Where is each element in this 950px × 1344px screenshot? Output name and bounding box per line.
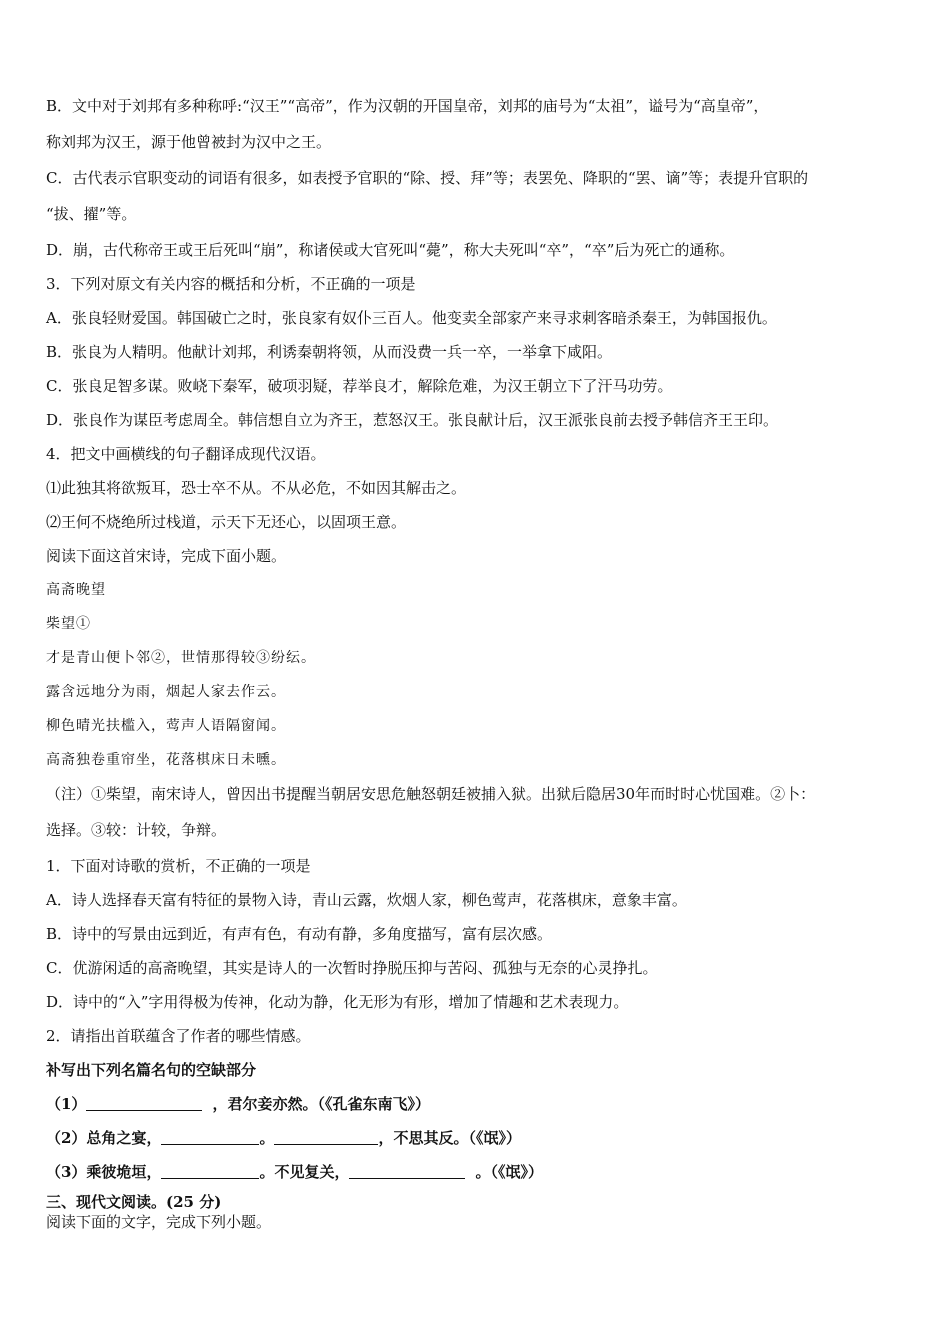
fill-blank-3b[interactable] bbox=[349, 1164, 465, 1179]
fill-item-2-prefix: （2）总角之宴， bbox=[46, 1129, 162, 1147]
q3-stem: 3．下列对原文有关内容的概括和分析，不正确的一项是 bbox=[46, 275, 416, 293]
fill-item-1-prefix: （1） bbox=[46, 1095, 87, 1113]
poem-q1-option-d: D．诗中的“入”字用得极为传神，化动为静，化无形为有形，增加了情趣和艺术表现力。 bbox=[46, 993, 629, 1011]
fill-item-2-suffix: ，不思其反。（《氓》） bbox=[378, 1129, 521, 1147]
q2-option-c-line1: C．古代表示官职变动的词语有很多，如表授予官职的“除、授、拜”等；表罢免、降职的“罢、谪”等；表提升官职的 bbox=[46, 169, 809, 187]
fill-item-2 bbox=[46, 1128, 908, 1148]
q2-option-b-line2: 称刘邦为汉王，源于他曾被封为汉中之王。 bbox=[46, 133, 332, 151]
q2-option-c-line2: “拔、擢”等。 bbox=[46, 205, 137, 223]
poem-author: 柴望① bbox=[46, 616, 91, 632]
section3-intro: 阅读下面的文字，完成下列小题。 bbox=[46, 1213, 272, 1231]
q2-option-b-line1: B．文中对于刘邦有多种称呼:“汉王”“高帝”，作为汉朝的开国皇帝，刘邦的庙号为“太祖”，谥号为“高皇帝”， bbox=[46, 97, 769, 115]
q4-sentence-2: ⑵王何不烧绝所过栈道，示天下无还心，以固项王意。 bbox=[46, 513, 407, 531]
fill-item-3-mid: 。不见复关， bbox=[259, 1163, 350, 1181]
q3-option-c: C．张良足智多谋。败峣下秦军，破项羽疑，荐举良才，解除危难，为汉王朝立下了汗马功劳。 bbox=[46, 377, 673, 395]
fill-blank-3a[interactable] bbox=[161, 1164, 259, 1179]
poem-q1-option-a: A．诗人选择春天富有特征的景物入诗，青山云露，炊烟人家，柳色莺声，花落棋床，意象丰富。 bbox=[46, 891, 687, 909]
fill-item-1-suffix: ，君尔妾亦然。（《孔雀东南飞》） bbox=[212, 1095, 430, 1113]
document-page bbox=[46, 96, 908, 1232]
fill-blank-1[interactable] bbox=[86, 1096, 202, 1111]
fill-item-3-suffix: 。（《氓》） bbox=[475, 1163, 543, 1181]
poem-q2-stem: 2．请指出首联蕴含了作者的哪些情感。 bbox=[46, 1027, 311, 1045]
fill-item-2-mid: 。 bbox=[259, 1129, 275, 1147]
poem-note-line1: （注）①柴望，南宋诗人，曾因出书提醒当朝居安思危触怒朝廷被捕入狱。出狱后隐居30年而时时心忧国难。②卜： bbox=[46, 785, 816, 803]
q3-option-b: B．张良为人精明。他献计刘邦，利诱秦朝将领，从而没费一兵一卒，一举拿下咸阳。 bbox=[46, 343, 613, 361]
fill-item-1 bbox=[46, 1094, 908, 1114]
fill-heading: 补写出下列名篇名句的空缺部分 bbox=[46, 1061, 257, 1079]
q3-option-d: D．张良作为谋臣考虑周全。韩信想自立为齐王，惹怒汉王。张良献计后，汉王派张良前去授予韩信齐王王印。 bbox=[46, 411, 779, 429]
fill-item-3-prefix: （3）乘彼垝垣， bbox=[46, 1163, 162, 1181]
poem-line-2: 露含远地分为雨，烟起人家去作云。 bbox=[46, 684, 286, 700]
q4-stem: 4．把文中画横线的句子翻译成现代汉语。 bbox=[46, 445, 326, 463]
poem-q1-option-b: B．诗中的写景由远到近，有声有色，有动有静，多角度描写，富有层次感。 bbox=[46, 925, 553, 943]
fill-blank-2b[interactable] bbox=[274, 1130, 378, 1145]
q4-sentence-1: ⑴此独其将欲叛耳，恐士卒不从。不从必危，不如因其解击之。 bbox=[46, 479, 467, 497]
poem-note-line2: 选择。③较：计较，争辩。 bbox=[46, 821, 227, 839]
fill-blank-2a[interactable] bbox=[161, 1130, 259, 1145]
poem-q1-stem: 1．下面对诗歌的赏析，不正确的一项是 bbox=[46, 857, 311, 875]
q2-option-d: D．崩，古代称帝王或王后死叫“崩”，称诸侯或大官死叫“薨”，称大夫死叫“卒”，“卒”后为死亡的通称。 bbox=[46, 241, 735, 259]
poem-title: 高斋晚望 bbox=[46, 582, 106, 598]
poem-line-3: 柳色晴光扶槛入，莺声人语隔窗闻。 bbox=[46, 718, 286, 734]
poem-q1-option-c: C．优游闲适的高斋晚望，其实是诗人的一次暂时挣脱压抑与苦闷、孤独与无奈的心灵挣扎。 bbox=[46, 959, 658, 977]
poem-line-1: 才是青山便卜邻②，世情那得较③纷纭。 bbox=[46, 650, 316, 666]
poem-intro: 阅读下面这首宋诗，完成下面小题。 bbox=[46, 547, 287, 565]
poem-line-4: 高斋独卷重帘坐，花落棋床日未曛。 bbox=[46, 752, 286, 768]
section3-heading: 三、现代文阅读。(25 分) bbox=[46, 1193, 222, 1211]
fill-item-3 bbox=[46, 1162, 908, 1182]
q3-option-a: A．张良轻财爱国。韩国破亡之时，张良家有奴仆三百人。他变卖全部家产来寻求刺客暗杀秦王，为韩国报仇。 bbox=[46, 309, 777, 327]
